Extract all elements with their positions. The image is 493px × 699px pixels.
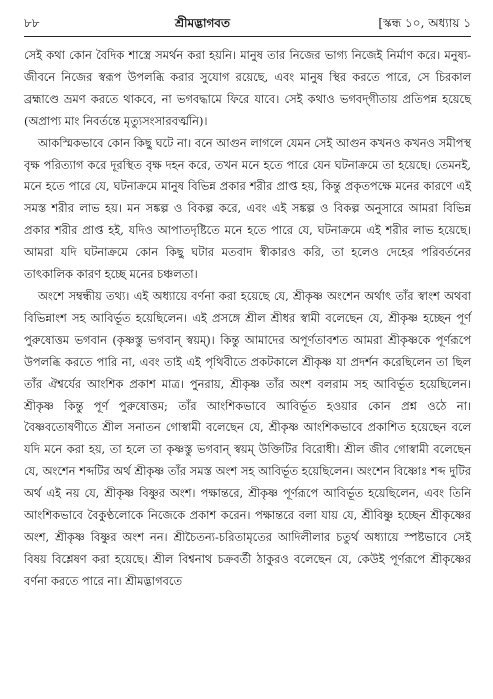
body-text: [24, 45, 471, 593]
paragraph-3: [24, 286, 471, 593]
paragraph-2: [24, 133, 471, 286]
chapter-reference: [স্কন্ধ ১০, অধ্যায় ১: [378, 16, 471, 30]
running-header: [24, 10, 471, 37]
paragraph-text: আকস্মিকভাবে কোন কিছু ঘটে না। বনে আগুন লাগলে যেমন সেই আগুন কখনও কখনও সমীপস্থ বৃক্ষ পরিত্যাগ করে দূরস্থিত বৃক্ষ দহন করে, তখন মনে হতে পারে যেন ঘটনাক্রমে তা হয়েছে। তেমনই, মনে হতে পারে যে, ঘটনাক্রমে মানুষ বিভিন্ন প্রকার শরীর প্রাপ্ত হয়, কিন্তু প্রকৃতপক্ষে মনের কারণে এই সমস্ত শরীর লাভ হয়। মন সঙ্কল্প ও বিকল্প করে, এবং এই সঙ্কল্প ও বিকল্প অনুসারে আমরা বিভিন্ন প্রকার শরীর প্রাপ্ত হই, যদিও আপাতদৃষ্টিতে মনে হতে পারে যে, ঘটনাক্রমে এই শরীর লাভ হয়েছে। আমরা যদি ঘটনাক্রমে কোন কিছু ঘটার মতবাদ স্বীকারও করি, তা হলেও দেহের পরিবর্তনের তাৎকালিক কারণ হচ্ছে মনের চঞ্চলতা।: [24, 135, 471, 282]
page-number: ৮৮: [24, 16, 40, 30]
paragraph-text: সেই কথা কোন বৈদিক শাস্ত্রে সমর্থন করা হয়নি। মানুষ তার নিজের ভাগ্য নিজেই নির্মাণ করে। মনুষ্য-জীবনে নিজের স্বরূপ উপলব্ধি করার সুযোগ রয়েছে, এবং মানুষ স্থির করতে পারে, সে চিরকাল ব্রহ্মাণ্ডে ভ্রমণ করতে থাকবে, না ভগবদ্ধামে ফিরে যাবে। সেই কথাও ভগবদ্‌গীতায় প্রতিপন্ন হয়েছে (অপ্রাপ্য মাং নিবর্তন্তে মৃত্যুসংসারবর্ত্মনি)।: [24, 48, 471, 128]
running-title: শ্রীমদ্ভাগবত: [174, 16, 230, 30]
paragraph-1: [24, 45, 471, 133]
paragraph-text: অংশে সম্বন্ধীয় তথ্য। এই অধ্যায়ে বর্ণনা করা হয়েছে যে, শ্রীকৃষ্ণ অংশেন অর্থাৎ তাঁর স্বাংশ অথবা বিভিন্নাংশ সহ আবির্ভূত হয়েছিলেন। এই প্রসঙ্গে শ্রীল শ্রীধর স্বামী বলেছেন যে, শ্রীকৃষ্ণ হচ্ছেন পূর্ণ পুরুষোত্তম ভগবান (কৃষ্ণস্তু ভগবান্ স্বয়ম্)। কিন্তু আমাদের অপূর্ণতাবশত আমরা শ্রীকৃষ্ণকে পূর্ণরূপে উপলব্ধি করতে পারি না, এবং তাই এই পৃথিবীতে প্রকটকালে শ্রীকৃষ্ণ যা প্রদর্শন করেছিলেন তা ছিল তাঁর ঐশ্বর্যের আংশিক প্রকাশ মাত্র। পুনরায়, শ্রীকৃষ্ণ তাঁর অংশ বলরাম সহ আবির্ভূত হয়েছিলেন। শ্রীকৃষ্ণ কিন্তু পূর্ণ পুরুষোত্তম; তাঁর আংশিকভাবে আবির্ভূত হওয়ার কোন প্রশ্ন ওঠে না। বৈষ্ণবতোষণীতে শ্রীল সনাতন গোস্বামী বলেছেন যে, শ্রীকৃষ্ণ আংশিকভাবে প্রকাশিত হয়েছেন বলে যদি মনে করা হয়, তা হলে তা কৃষ্ণস্তু ভগবান্ স্বয়ম্ উক্তিটির বিরোধী। শ্রীল জীব গোস্বামী বলেছেন যে, অংশেন শব্দটির অর্থ শ্রীকৃষ্ণ তাঁর সমস্ত অংশ সহ আবির্ভূত হয়েছিলেন। অংশেন বিষ্ণোঃ শব্দ দুটির অর্থ এই নয় যে, শ্রীকৃষ্ণ বিষ্ণুর অংশ। পক্ষান্তরে, শ্রীকৃষ্ণ পূর্ণরূপে আবির্ভূত হয়েছিলেন, এবং তিনি আংশিকভাবে বৈকুণ্ঠলোকে নিজেকে প্রকাশ করেন। পক্ষান্তরে বলা যায় যে, শ্রীবিষ্ণু হচ্ছেন শ্রীকৃষ্ণের অংশ, শ্রীকৃষ্ণ বিষ্ণুর অংশ নন। শ্রীচৈতন্য-চরিতামৃতের আদিলীলার চতুর্থ অধ্যায়ে স্পষ্টভাবে সেই বিষয় বিশ্লেষণ করা হয়েছে। শ্রীল বিশ্বনাথ চক্রবর্তী ঠাকুরও বলেছেন যে, কেউই পূর্ণরূপে শ্রীকৃষ্ণের বর্ণনা করতে পারে না। শ্রীমদ্ভাগবতে: [24, 288, 471, 588]
